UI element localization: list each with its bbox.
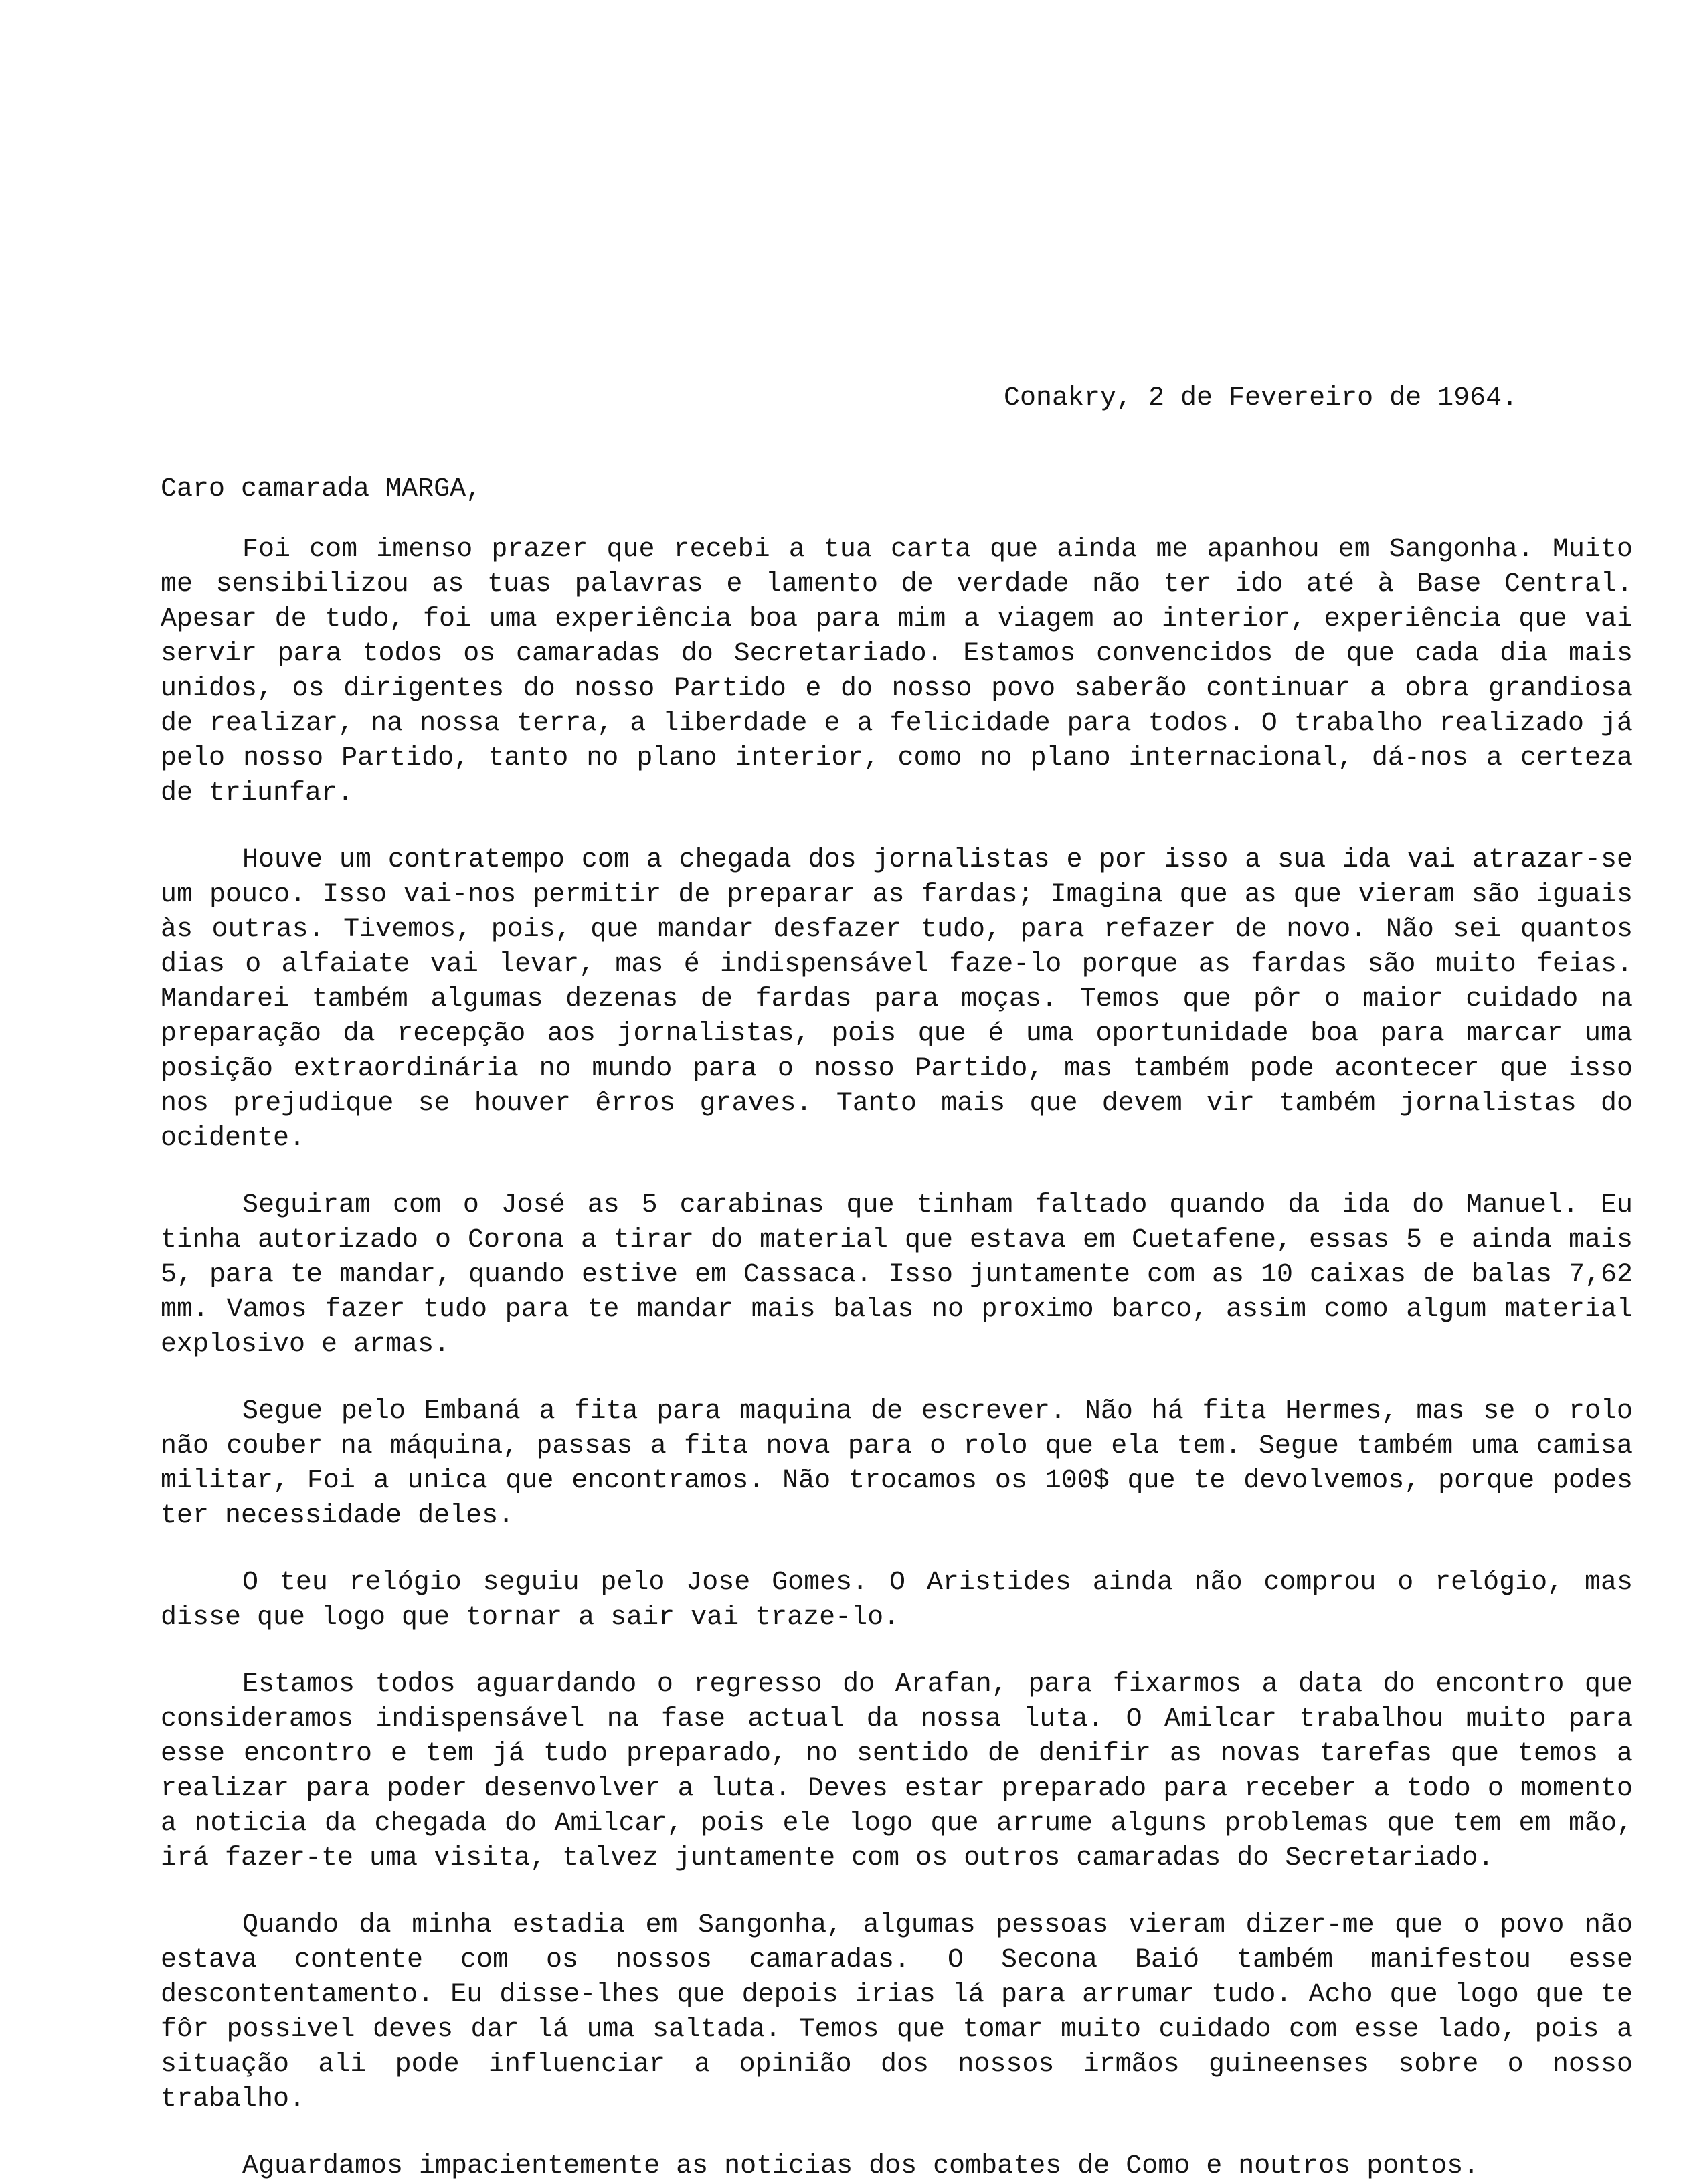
paragraph: Quando da minha estadia em Sangonha, algumas pessoas vieram dizer-me que o povo não estava contente com os nossos camaradas. O Secona Baió também manifestou esse descontentamento. Eu disse-lhes que depois irias lá para arrumar tudo. Acho que logo que te fôr possivel deves dar lá uma saltada. Temos que tomar muito cuidado com esse lado, pois a situação ali pode influenciar a opinião dos nossos irmãos guineenses sobre o nosso trabalho.: [161, 1910, 1633, 2114]
paragraph: O teu relógio seguiu pelo Jose Gomes. O Aristides ainda não comprou o relógio, mas disse que logo que tornar a sair vai traze-lo.: [161, 1568, 1633, 1633]
paragraph: Segue pelo Embaná a fita para maquina de escrever. Não há fita Hermes, mas se o rolo não couber na máquina, passas a fita nova para o rolo que ela tem. Segue também uma camisa militar, Foi a unica que encontramos. Não trocamos os 100$ que te devolvemos, porque podes ter necessidade deles.: [161, 1396, 1633, 1531]
paragraph: Seguiram com o José as 5 carabinas que tinham faltado quando da ida do Manuel. Eu tinha autorizado o Corona a tirar do material que estava em Cuetafene, essas 5 e ainda mais 5, para te mandar, quando estive em Cassaca. Isso juntamente com as 10 caixas de balas 7,62 mm. Vamos fazer tudo para te mandar mais balas no proximo barco, assim como algum material explosivo e armas.: [161, 1190, 1633, 1360]
letter-salutation: Caro camarada MARGA,: [161, 474, 482, 505]
paragraph: Aguardamos impacientemente as noticias dos combates de Como e noutros pontos.: [242, 2151, 1480, 2181]
paragraph: Foi com imenso prazer que recebi a tua carta que ainda me apanhou em Sangonha. Muito me sensibilizou as tuas palavras e lamento de verdade não ter ido até à Base Central. Apesar de tudo, foi uma experiência boa para mim a viagem ao interior, experiência que vai servir para todos os camaradas do Secretariado. Estamos convencidos de que cada dia mais unidos, os dirigentes do nosso Partido e do nosso povo saberão continuar a obra grandiosa de realizar, na nossa terra, a liberdade e a felicidade para todos. O trabalho realizado já pelo nosso Partido, tanto no plano interior, como no plano internacional, dá-nos a certeza de triunfar.: [161, 535, 1633, 808]
letter-body: [161, 533, 1633, 2184]
letter-dateline: Conakry, 2 de Fevereiro de 1964.: [1004, 383, 1518, 414]
paragraph: Houve um contratempo com a chegada dos jornalistas e por isso a sua ida vai atrazar-se um pouco. Isso vai-nos permitir de preparar as fardas; Imagina que as que vieram são iguais às outras. Tivemos, pois, que mandar desfazer tudo, para refazer de novo. Não sei quantos dias o alfaiate vai levar, mas é indispensável faze-lo porque as fardas são muito feias. Mandarei também algumas dezenas de fardas para moças. Temos que pôr o maior cuidado na preparação da recepção aos jornalistas, pois que é uma oportunidade boa para marcar uma posição extraordinária no mundo para o nosso Partido, mas também pode acontecer que isso nos prejudique se houver êrros graves. Tanto mais que devem vir também jornalistas do ocidente.: [161, 845, 1633, 1154]
paragraph: Estamos todos aguardando o regresso do Arafan, para fixarmos a data do encontro que consideramos indispensável na fase actual da nossa luta. O Amilcar trabalhou muito para esse encontro e tem já tudo preparado, no sentido de denifir as novas tarefas que temos a realizar para poder desenvolver a luta. Deves estar preparado para receber a todo o momento a noticia da chegada do Amilcar, pois ele logo que arrume alguns problemas que tem em mão, irá fazer-te uma visita, talvez juntamente com os outros camaradas do Secretariado.: [161, 1669, 1633, 1874]
